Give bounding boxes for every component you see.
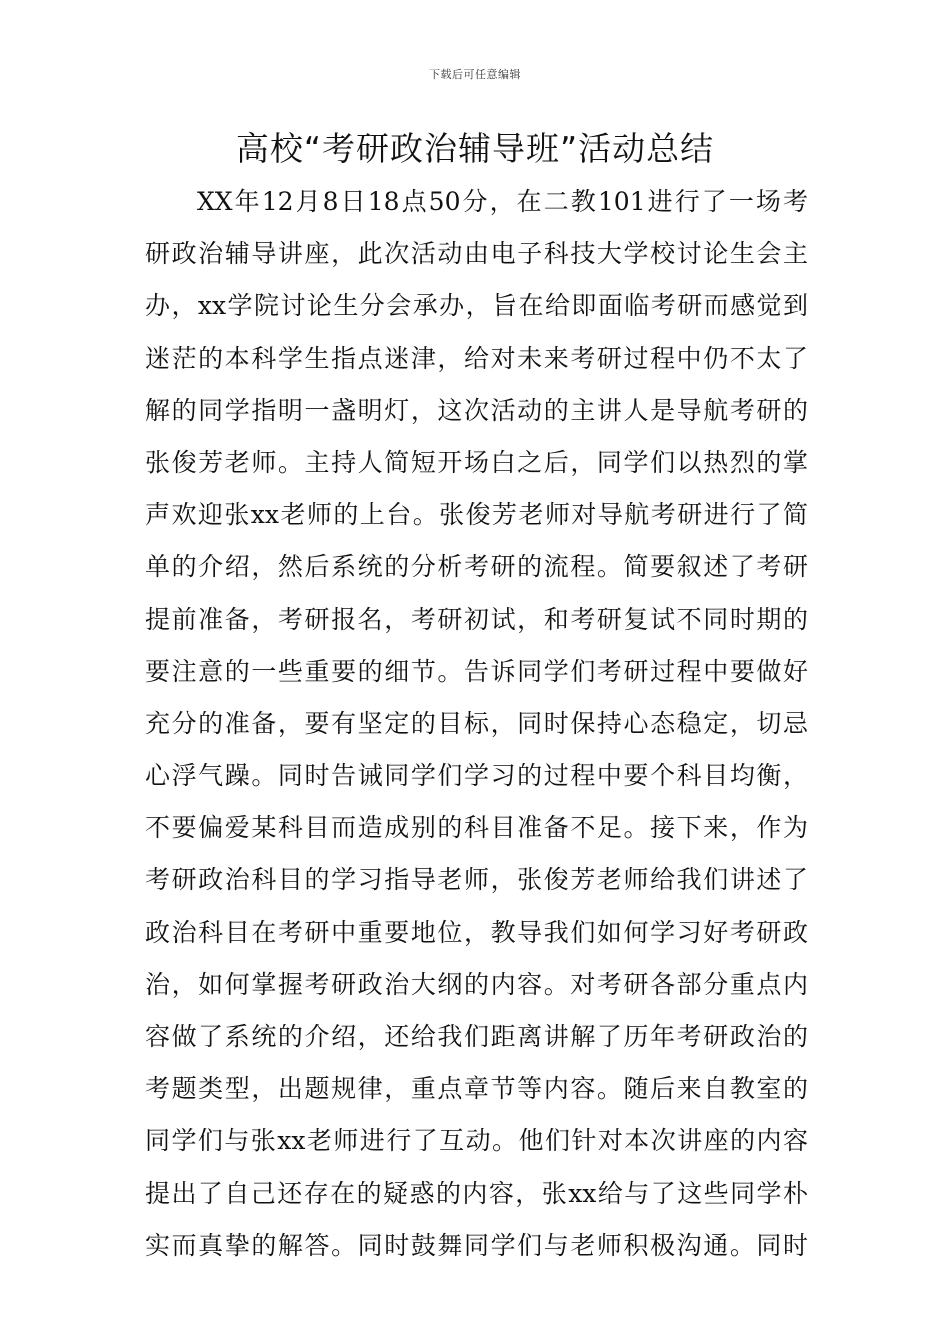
paragraph-line: 考题类型，出题规律，重点章节等内容。随后来自教室的 [145, 1074, 808, 1104]
paragraph-line: 容做了系统的介绍，还给我们距离讲解了历年考研政治的 [145, 1022, 808, 1051]
paragraph-line: 提出了自己还存在的疑惑的内容，张xx给与了这些同学朴 [145, 1178, 808, 1208]
paragraph-line: 不要偏爱某科目而造成别的科目准备不足。接下来，作为 [145, 813, 808, 843]
paragraph-line: 要注意的一些重要的细节。告诉同学们考研过程中要做好 [145, 656, 808, 686]
paragraph-line: 充分的准备，要有坚定的目标，同时保持心态稳定，切忌 [145, 708, 808, 738]
paragraph-line: 治，如何掌握考研政治大纲的内容。对考研各部分重点内 [145, 969, 808, 999]
paragraph-line: 解的同学指明一盏明灯，这次活动的主讲人是导航考研的 [145, 395, 808, 425]
paragraph-line: 迷茫的本科学生指点迷津，给对未来考研过程中仍不太了 [145, 343, 808, 373]
paragraph-line: 考研政治科目的学习指导老师，张俊芳老师给我们讲述了 [145, 865, 808, 895]
paragraph-line: XX年12月8日18点50分，在二教101进行了一场考 [197, 187, 808, 216]
paragraph-line: 同学们与张xx老师进行了互动。他们针对本次讲座的内容 [145, 1126, 808, 1156]
paragraph-line: 政治科目在考研中重要地位，教导我们如何学习好考研政 [145, 917, 808, 947]
paragraph-line: 办，xx学院讨论生分会承办，旨在给即面临考研而感觉到 [145, 291, 808, 321]
paragraph-line: 研政治辅导讲座，此次活动由电子科技大学校讨论生会主 [145, 239, 808, 269]
paragraph-line: 单的介绍，然后系统的分析考研的流程。简要叙述了考研 [145, 552, 808, 582]
paragraph-line: 心浮气躁。同时告诫同学们学习的过程中要个科目均衡， [145, 761, 808, 791]
paragraph-line: 提前准备，考研报名，考研初试，和考研复试不同时期的 [145, 604, 808, 634]
paragraph-line: 声欢迎张xx老师的上台。张俊芳老师对导航考研进行了简 [145, 500, 808, 530]
paragraph-line: 张俊芳老师。主持人简短开场白之后，同学们以热烈的掌 [145, 447, 808, 477]
page-header-note: 下载后可任意编辑 [429, 68, 521, 81]
document-title: 高校“考研政治辅导班”活动总结 [235, 129, 715, 168]
paragraph-line: 实而真挚的解答。同时鼓舞同学们与老师积极沟通。同时 [145, 1230, 808, 1260]
body-paragraph [145, 176, 808, 1272]
